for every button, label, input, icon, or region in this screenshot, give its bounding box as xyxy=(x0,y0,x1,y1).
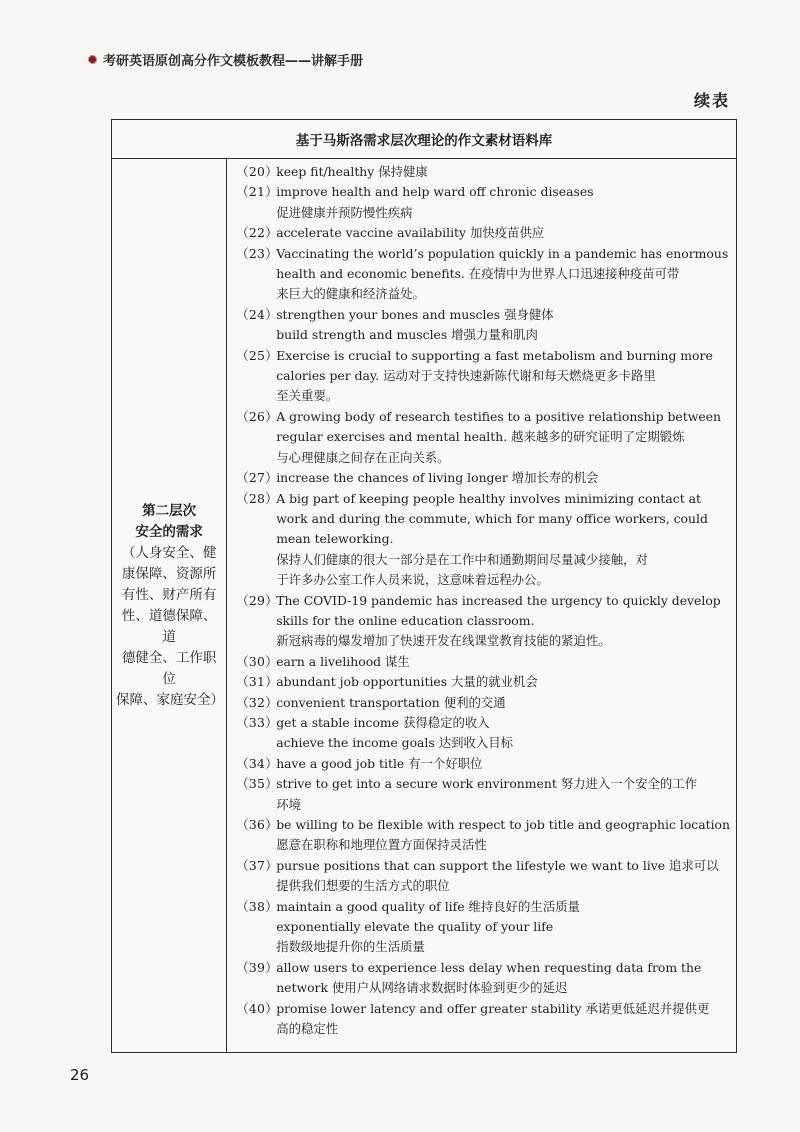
entry-number: （20） xyxy=(236,164,278,179)
entry-text xyxy=(276,754,730,774)
entry-line: 促进健康并预防慢性疾病 xyxy=(276,204,413,220)
entry-line: 高的稳定性 xyxy=(276,1021,339,1037)
corpus-table xyxy=(111,119,737,1053)
entry-number: （29） xyxy=(236,592,278,608)
entry-line: maintain a good quality of life 维持良好的生活质量 xyxy=(276,898,580,914)
level-desc-line: 康保障、资源所 xyxy=(121,565,217,582)
entry-number: （22） xyxy=(236,225,278,241)
entry-line: regular exercises and mental health. 越来越多的研究证明了定期锻炼 xyxy=(276,429,685,445)
entry-line: mean teleworking. xyxy=(276,531,394,547)
entry-text xyxy=(276,815,730,856)
entry-line: increase the chances of living longer 增加长寿的机会 xyxy=(276,470,599,486)
entry-number: （27） xyxy=(236,470,278,486)
entry-number: （24） xyxy=(236,306,278,322)
entry-line: calories per day. 运动对于支持快速新陈代谢和每天燃烧更多卡路里 xyxy=(276,368,656,384)
corpus-entry xyxy=(236,162,730,182)
entry-text xyxy=(276,468,730,488)
corpus-entry xyxy=(236,999,730,1040)
corpus-entry xyxy=(236,713,730,754)
entries-cell xyxy=(227,159,736,1052)
entry-number: （32） xyxy=(236,694,278,710)
corpus-entry xyxy=(236,754,730,774)
entry-number: （38） xyxy=(236,898,278,914)
corpus-entry xyxy=(236,856,730,897)
entry-line: earn a livelihood 谋生 xyxy=(276,653,410,669)
corpus-entry xyxy=(236,958,730,999)
entry-line: have a good job title 有一个好职位 xyxy=(276,755,483,771)
running-head-text: 考研英语原创高分作文模板教程——讲解手册 xyxy=(103,54,364,69)
entry-line: 于许多办公室工作人员来说，这意味着远程办公。 xyxy=(276,572,549,588)
entry-number: （31） xyxy=(236,674,278,690)
entry-number: （34） xyxy=(236,755,278,771)
level-title-line: 安全的需求 xyxy=(135,523,203,540)
entry-text xyxy=(276,652,730,672)
corpus-entry xyxy=(236,244,730,305)
entry-line: 愿意在职称和地理位置方面保持灵活性 xyxy=(276,837,487,853)
level-desc-line: 性、道德保障、道 xyxy=(121,607,217,645)
entry-text xyxy=(276,999,730,1040)
entry-text xyxy=(276,346,730,407)
corpus-entry xyxy=(236,652,730,672)
entry-number: （21） xyxy=(236,184,278,200)
entry-line: pursue positions that can support the lifestyle we want to live 追求可以 xyxy=(276,857,719,873)
entry-number: （40） xyxy=(236,1000,278,1016)
level-desc-line: 德健全、工作职位 xyxy=(121,649,217,687)
entry-text xyxy=(276,713,730,754)
entry-number: （39） xyxy=(236,959,278,975)
corpus-entry xyxy=(236,591,730,652)
entry-text xyxy=(276,182,730,223)
entry-line: be willing to be flexible with respect to job title and geographic location xyxy=(276,817,730,832)
corpus-entry xyxy=(236,693,730,713)
entry-line: get a stable income 获得稳定的收入 xyxy=(276,714,490,730)
entry-line: health and economic benefits. 在疫情中为世界人口迅速接种疫苗可带 xyxy=(276,266,680,282)
entry-line: Vaccinating the world’s population quickly in a pandemic has enormous xyxy=(276,245,729,261)
entry-line: 来巨大的健康和经济益处。 xyxy=(276,286,425,302)
level-description xyxy=(116,543,222,711)
entry-number: （35） xyxy=(236,776,278,792)
entry-text xyxy=(276,162,730,182)
entry-number: （33） xyxy=(236,714,278,730)
entry-number: （25） xyxy=(236,347,278,363)
entry-text xyxy=(276,489,730,591)
entry-text xyxy=(276,223,730,243)
entry-line: 新冠病毒的爆发增加了快速开发在线课堂教育技能的紧迫性。 xyxy=(276,633,611,649)
entry-line: network 使用户从网络请求数据时体验到更少的延迟 xyxy=(276,980,568,996)
entry-line: exponentially elevate the quality of your life xyxy=(276,919,554,935)
entry-line: promise lower latency and offer greater stability 承诺更低延迟并提供更 xyxy=(276,1000,710,1016)
entry-line: strive to get into a secure work environment 努力进入一个安全的工作 xyxy=(276,776,698,792)
entry-line: 提供我们想要的生活方式的职位 xyxy=(276,878,450,894)
entry-line: allow users to experience less delay when requesting data from the xyxy=(276,959,702,975)
bullet-icon xyxy=(88,55,97,64)
table-body xyxy=(112,159,736,1052)
entry-text xyxy=(276,305,730,346)
corpus-entry xyxy=(236,489,730,591)
entry-text xyxy=(276,774,730,815)
corpus-entry xyxy=(236,897,730,958)
entry-line: abundant job opportunities 大量的就业机会 xyxy=(276,674,538,690)
entry-line: 保持人们健康的很大一部分是在工作中和通勤期间尽量减少接触，对 xyxy=(276,551,648,567)
entry-text xyxy=(276,407,730,468)
page-number: 26 xyxy=(70,1066,90,1084)
entry-number: （37） xyxy=(236,857,278,873)
entry-text xyxy=(276,244,730,305)
entry-line: build strength and muscles 增强力量和肌肉 xyxy=(276,327,538,343)
entry-line: 至关重要。 xyxy=(276,388,339,404)
entry-line: A big part of keeping people healthy involves minimizing contact at xyxy=(276,490,702,506)
entry-line: achieve the income goals 达到收入目标 xyxy=(276,735,514,751)
entry-line: Exercise is crucial to supporting a fast metabolism and burning more xyxy=(276,347,713,363)
corpus-entry xyxy=(236,672,730,692)
corpus-entry xyxy=(236,305,730,346)
entry-line: 环境 xyxy=(276,796,301,812)
entry-line: strengthen your bones and muscles 强身健体 xyxy=(276,306,554,322)
level-title xyxy=(135,501,203,543)
entry-line: A growing body of research testifies to a positive relationship between xyxy=(276,408,721,424)
level-desc-line: （人身安全、健 xyxy=(121,544,217,561)
corpus-entry xyxy=(236,774,730,815)
corpus-entry xyxy=(236,346,730,407)
entry-line: The COVID-19 pandemic has increased the urgency to quickly develop xyxy=(276,592,721,608)
entry-line: convenient transportation 便利的交通 xyxy=(276,694,506,710)
level-desc-line: 保障、家庭安全） xyxy=(116,691,224,708)
entry-line: 指数级地提升你的生活质量 xyxy=(276,939,425,955)
corpus-entry xyxy=(236,182,730,223)
entry-number: （28） xyxy=(236,490,278,506)
corpus-entry xyxy=(236,223,730,243)
entry-text xyxy=(276,672,730,692)
entry-line: accelerate vaccine availability 加快疫苗供应 xyxy=(276,225,545,241)
corpus-entry xyxy=(236,815,730,856)
continued-label: 续表 xyxy=(693,91,730,110)
entry-text xyxy=(276,591,730,652)
corpus-entry xyxy=(236,468,730,488)
table-header: 基于马斯洛需求层次理论的作文素材语料库 xyxy=(112,120,736,159)
level-desc-line: 有性、财产所有 xyxy=(121,586,217,603)
running-head xyxy=(88,50,363,69)
entry-line: improve health and help ward off chronic diseases xyxy=(276,184,594,200)
entry-number: （23） xyxy=(236,245,278,261)
entry-text xyxy=(276,897,730,958)
entry-text xyxy=(276,958,730,999)
entry-number: （30） xyxy=(236,653,278,669)
level-cell xyxy=(112,159,227,1052)
level-title-line: 第二层次 xyxy=(142,502,197,519)
entry-number: （26） xyxy=(236,408,278,424)
entry-line: skills for the online education classroom. xyxy=(276,612,535,628)
entry-number: （36） xyxy=(236,817,278,832)
entry-text xyxy=(276,693,730,713)
corpus-entry xyxy=(236,407,730,468)
entry-text xyxy=(276,856,730,897)
entry-line: 与心理健康之间存在正向关系。 xyxy=(276,449,450,465)
entry-line: work and during the commute, which for many office workers, could xyxy=(276,510,708,526)
entry-line: keep fit/healthy 保持健康 xyxy=(276,164,428,179)
